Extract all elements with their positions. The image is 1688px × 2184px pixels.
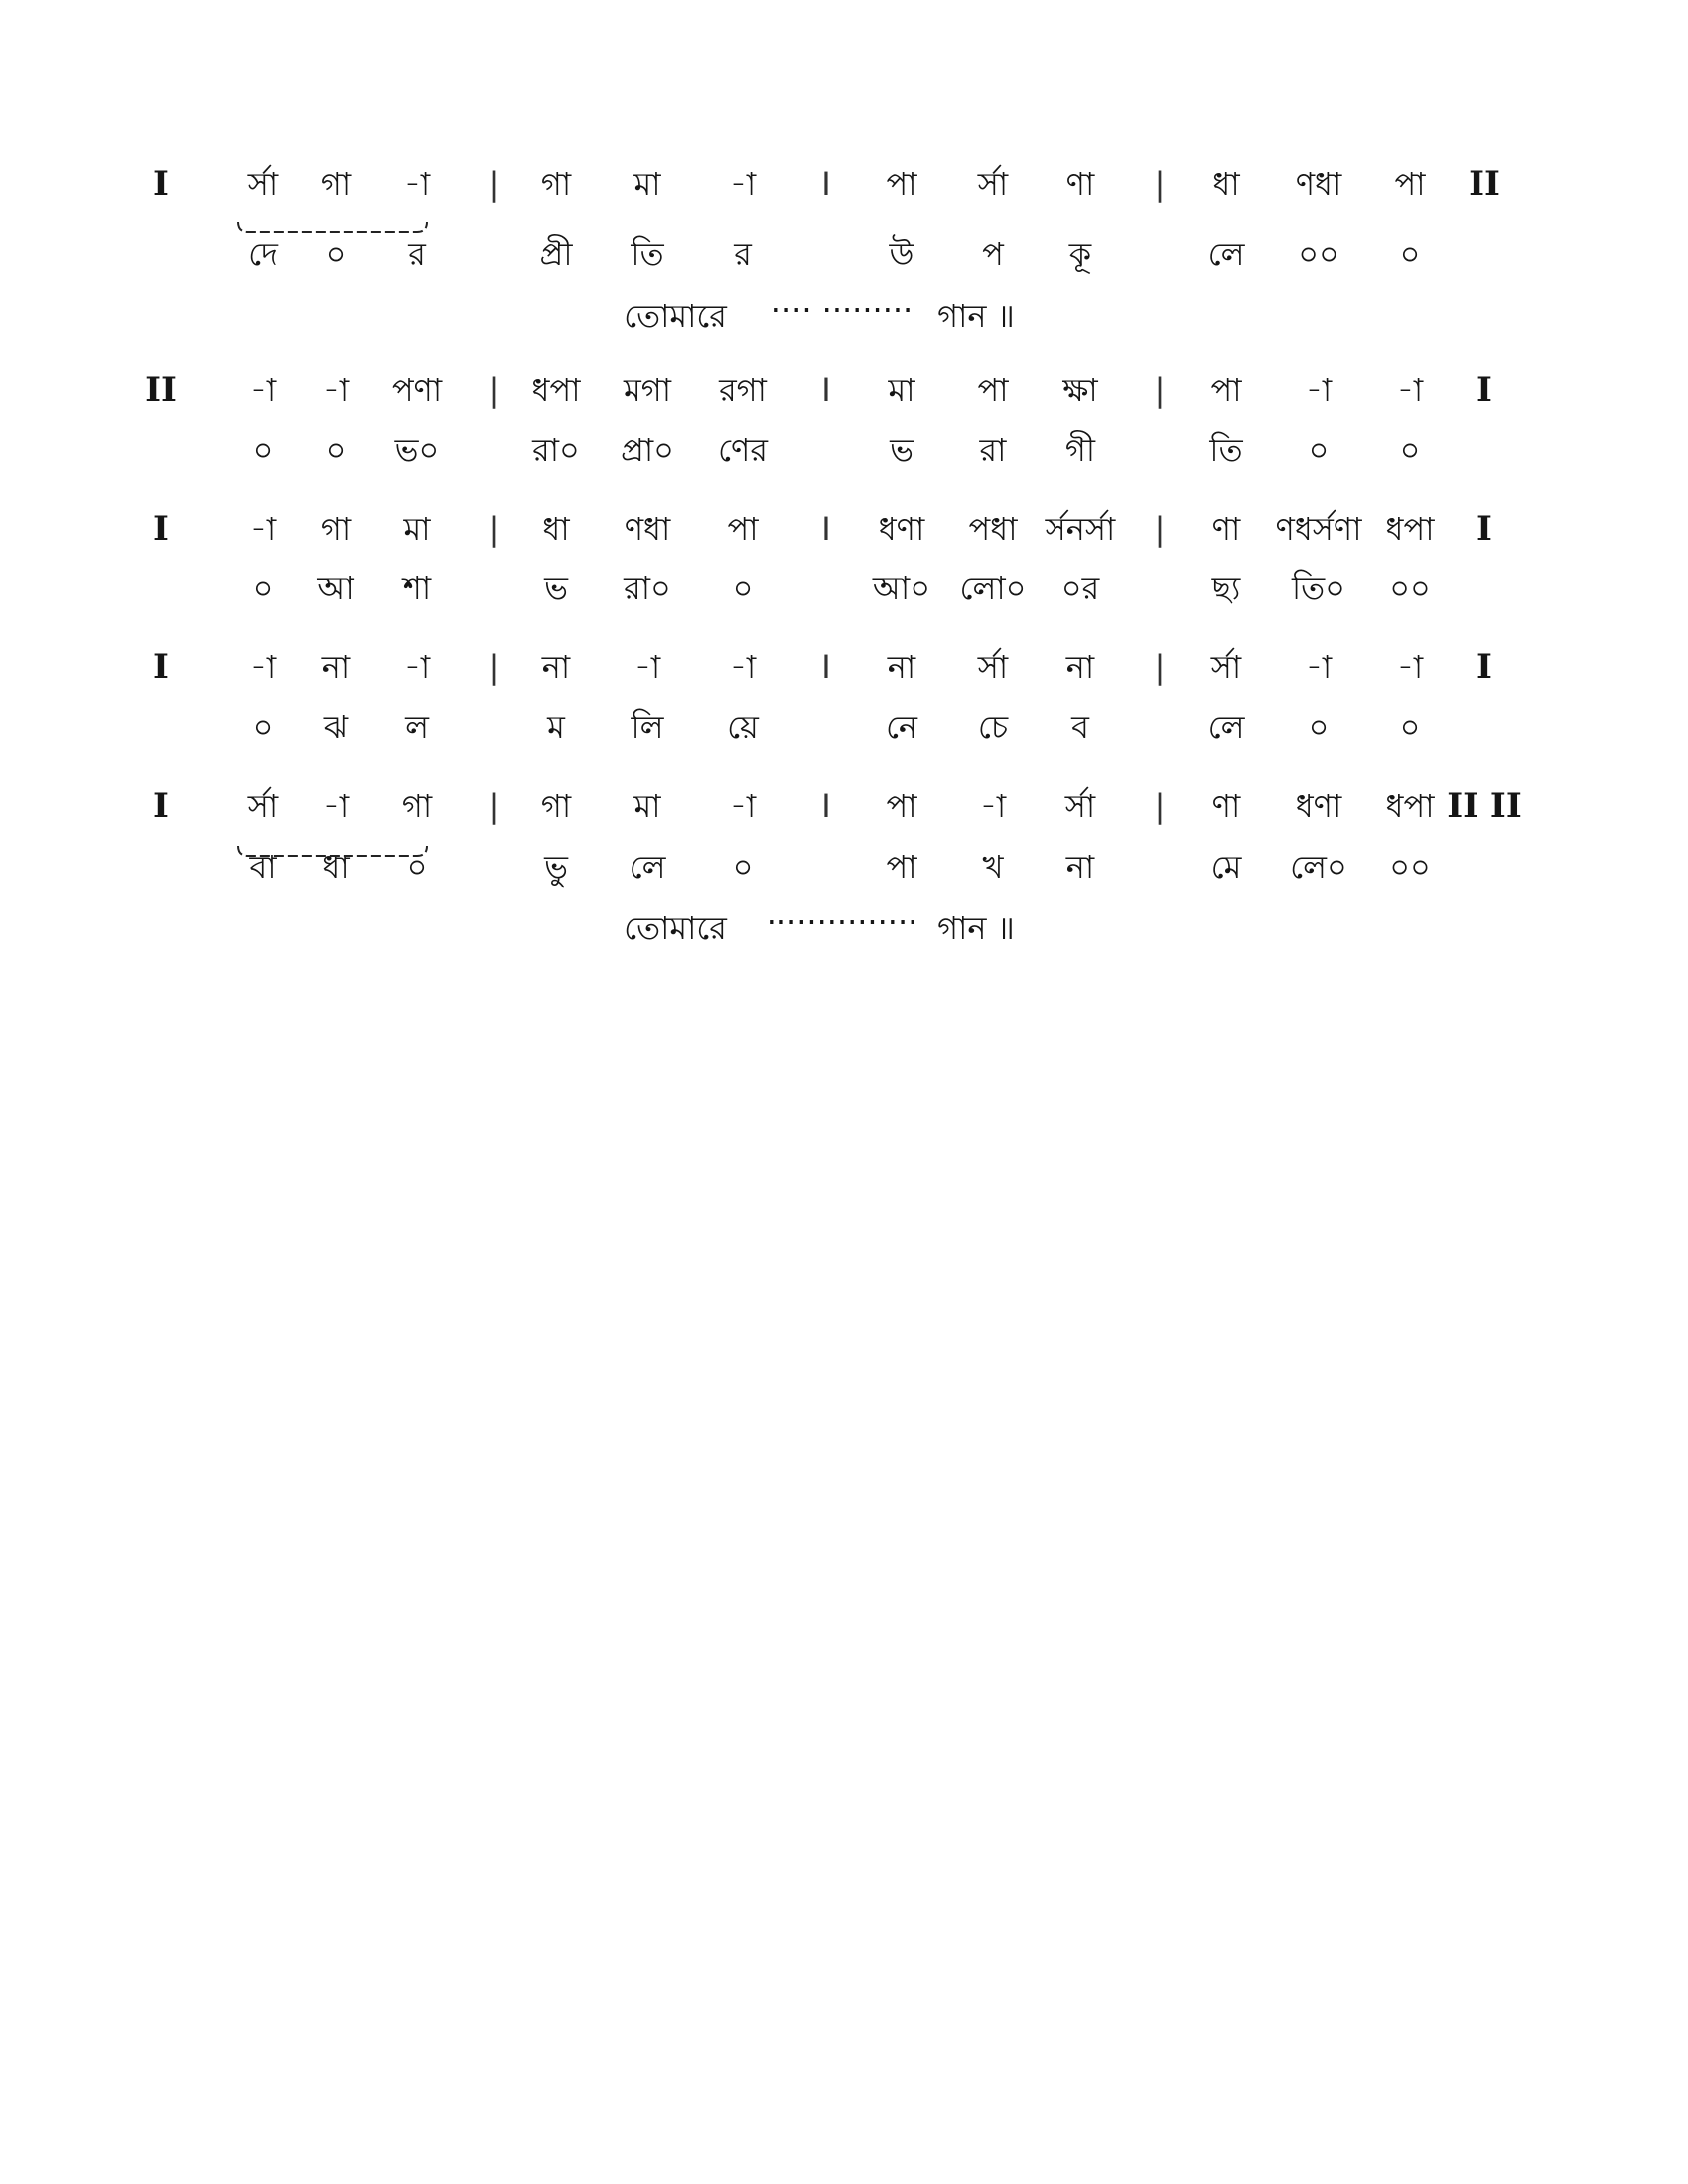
swara-note: না (1065, 648, 1095, 686)
lyric-syllable: য়ে (727, 708, 759, 746)
swara-note: পধা (968, 510, 1018, 548)
swara-note: র্সা (247, 165, 279, 203)
swara-note: -া (1305, 371, 1333, 409)
swara-note: মা (633, 787, 661, 825)
swara-note: পা (727, 510, 759, 548)
swara-note: গা (540, 165, 572, 203)
lyric-syllable: ভ (544, 569, 568, 607)
swara-note: না (321, 648, 351, 686)
lyric-syllable: রা০ (624, 569, 671, 607)
swara-note: মা (888, 371, 915, 409)
swara-note: মা (403, 510, 431, 548)
swara-note: ধা (542, 510, 570, 548)
lyric-syllable: শা (402, 569, 432, 607)
swara-note: পা (1210, 371, 1242, 409)
lyric-syllable: ০০ (1298, 235, 1339, 273)
lyric-syllable: ০ (406, 848, 428, 886)
bar-divider: | (1154, 787, 1166, 825)
lyric-syllable: ০ (1399, 431, 1421, 469)
lyric-syllable: আ (317, 569, 354, 607)
swara-note: -া (729, 165, 757, 203)
slur-mark (233, 220, 432, 240)
bar-divider: I (821, 510, 831, 548)
row-end-mark: II II (1447, 786, 1522, 826)
lyric-syllable: লে (1207, 235, 1245, 273)
lyric-syllable: তি (631, 235, 664, 273)
lyric-syllable: ঝ (323, 708, 349, 746)
row-end-mark: II (1469, 164, 1500, 204)
lyric-syllable: প্রা০ (621, 431, 674, 469)
swara-note: -া (1396, 371, 1424, 409)
bar-divider: | (1154, 371, 1166, 409)
swara-note: গা (540, 787, 572, 825)
swara-note: -া (1305, 648, 1333, 686)
lyric-syllable: র (734, 235, 752, 273)
swara-note: র্সনর্সা (1045, 510, 1116, 548)
swara-note: ণধা (624, 510, 671, 548)
lyric-syllable: ০ (732, 848, 754, 886)
lyric-syllable: না (1065, 848, 1095, 886)
lyric-syllable: পা (886, 848, 917, 886)
lyric-syllable: দে (248, 235, 278, 273)
lyric-syllable: লি (631, 708, 664, 746)
swara-note: ধপা (531, 371, 581, 409)
lyric-syllable: কূ (1068, 235, 1092, 273)
lyric-syllable: ভু (544, 848, 568, 886)
refrain-tail: গান ॥ (937, 297, 1015, 335)
lyric-syllable: ০ (732, 569, 754, 607)
lyric-syllable: রা (979, 431, 1007, 469)
lyric-syllable: মে (1210, 848, 1242, 886)
lyric-syllable: লো০ (959, 569, 1027, 607)
lyric-syllable: ছ্য (1211, 569, 1241, 607)
lyric-syllable: ০ (252, 431, 274, 469)
lyric-syllable: লে (629, 848, 666, 886)
lyric-syllable: বা (249, 848, 277, 886)
swara-note: -া (403, 165, 431, 203)
swara-note: -া (403, 648, 431, 686)
lyric-syllable: উ (889, 235, 914, 273)
swara-note: -া (249, 510, 277, 548)
swara-note: -া (1396, 648, 1424, 686)
refrain-lead: তোমারে (624, 297, 727, 335)
lyric-syllable: ০র (1060, 569, 1100, 607)
swara-note: ক্ষা (1062, 371, 1098, 409)
swara-note: পা (886, 165, 917, 203)
lyric-syllable: ০ (325, 431, 347, 469)
lyric-syllable: ০ (1308, 708, 1330, 746)
swara-note: না (887, 648, 916, 686)
swara-note: ধণা (878, 510, 925, 548)
lyric-syllable: ০০ (1389, 569, 1431, 607)
lyric-syllable: তি (1209, 431, 1243, 469)
lyric-syllable: নে (885, 708, 918, 746)
swara-note: -া (249, 648, 277, 686)
swara-note: র্সা (1210, 648, 1242, 686)
swara-note: ণা (1211, 510, 1241, 548)
row-start-mark: II (145, 370, 177, 410)
bar-divider: | (489, 510, 500, 548)
swara-note: ণা (1065, 165, 1095, 203)
swara-note: পণা (391, 371, 443, 409)
swara-note: -া (322, 371, 350, 409)
swara-note: র্সা (247, 787, 279, 825)
swara-note: -া (729, 787, 757, 825)
lyric-syllable: ০ (1308, 431, 1330, 469)
lyric-syllable: ধা (322, 848, 350, 886)
swara-note: ধপা (1385, 787, 1435, 825)
swara-note: -া (322, 787, 350, 825)
swara-note: না (541, 648, 571, 686)
refrain-dots: ··············· (766, 903, 918, 941)
bar-divider: I (821, 648, 831, 686)
lyric-syllable: ০ (1399, 235, 1421, 273)
slur-mark (233, 844, 432, 864)
row-start-mark: I (153, 647, 169, 687)
row-start-mark: I (153, 786, 169, 826)
swara-note: র্সা (977, 648, 1009, 686)
bar-divider: | (1154, 165, 1166, 203)
lyric-syllable: প (982, 235, 1004, 273)
swara-note: গা (320, 510, 352, 548)
swara-note: -া (249, 371, 277, 409)
lyric-syllable: আ০ (872, 569, 931, 607)
lyric-syllable: ব (1071, 708, 1089, 746)
lyric-syllable: ভ (890, 431, 914, 469)
swara-note: ণধা (1295, 165, 1342, 203)
lyric-syllable: রা০ (532, 431, 580, 469)
lyric-syllable: ল (405, 708, 429, 746)
row-start-mark: I (153, 509, 169, 549)
row-start-mark: I (153, 164, 169, 204)
lyric-syllable: চে (977, 708, 1009, 746)
bar-divider: | (489, 787, 500, 825)
swara-note: ধা (1212, 165, 1240, 203)
lyric-syllable: ০ (252, 569, 274, 607)
row-end-mark: I (1477, 509, 1492, 549)
swara-note: -া (979, 787, 1007, 825)
lyric-syllable: খ (982, 848, 1004, 886)
swara-note: -া (633, 648, 661, 686)
lyric-syllable: ণের (718, 431, 768, 469)
bar-divider: I (821, 371, 831, 409)
lyric-syllable: ০ (325, 235, 347, 273)
swara-note: গা (401, 787, 433, 825)
swara-note: র্সা (977, 165, 1009, 203)
swara-note: রগা (719, 371, 767, 409)
bar-divider: | (489, 371, 500, 409)
row-end-mark: I (1477, 370, 1492, 410)
lyric-syllable: তি০ (1292, 569, 1345, 607)
swara-note: পা (1394, 165, 1426, 203)
lyric-syllable: ০ (252, 708, 274, 746)
swara-note: গা (320, 165, 352, 203)
refrain-tail: গান ॥ (937, 909, 1015, 947)
bar-divider: I (821, 165, 831, 203)
swara-note: পা (977, 371, 1009, 409)
swara-note: মা (633, 165, 661, 203)
lyric-syllable: লে০ (1290, 848, 1347, 886)
swara-note: পা (886, 787, 917, 825)
lyric-syllable: লে (1207, 708, 1245, 746)
lyric-syllable: ০০ (1389, 848, 1431, 886)
swara-note: ধণা (1295, 787, 1342, 825)
swara-note: ধপা (1385, 510, 1435, 548)
swara-note: র্সা (1064, 787, 1096, 825)
lyric-syllable: ম (547, 708, 565, 746)
swara-note: ণধর্সণা (1275, 510, 1362, 548)
row-end-mark: I (1477, 647, 1492, 687)
lyric-syllable: ০ (1399, 708, 1421, 746)
bar-divider: I (821, 787, 831, 825)
bar-divider: | (489, 648, 500, 686)
swara-note: মগা (623, 371, 672, 409)
swara-note: ণা (1211, 787, 1241, 825)
lyric-syllable: ভ০ (394, 431, 440, 469)
lyric-syllable: গী (1064, 431, 1096, 469)
bar-divider: | (1154, 648, 1166, 686)
bar-divider: | (489, 165, 500, 203)
swara-note: -া (729, 648, 757, 686)
bar-divider: | (1154, 510, 1166, 548)
lyric-syllable: প্রী (539, 235, 573, 273)
refrain-dots: ···· ········· (771, 291, 914, 329)
refrain-lead: তোমারে (624, 909, 727, 947)
lyric-syllable: র (408, 235, 426, 273)
